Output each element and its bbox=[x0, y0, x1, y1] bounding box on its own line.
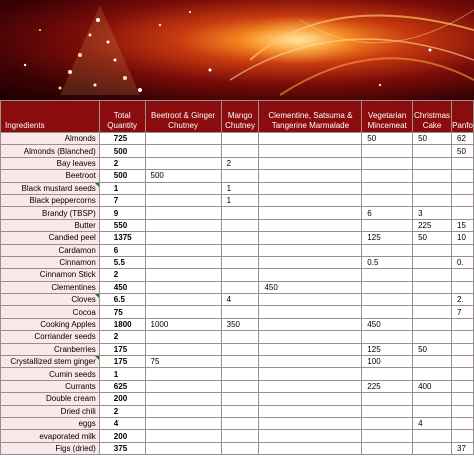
ingredient-label: Figs (dried) bbox=[55, 443, 96, 453]
vegetarian-mincemeat-cell[interactable] bbox=[362, 219, 413, 231]
christmas-cake-cell[interactable] bbox=[413, 430, 452, 442]
ingredient-cell[interactable] bbox=[1, 170, 100, 182]
total-quantity-cell[interactable]: 4 bbox=[99, 417, 145, 429]
panforte-cell[interactable]: 37 bbox=[452, 442, 474, 454]
table-row bbox=[1, 133, 474, 145]
christmas-cake-cell[interactable] bbox=[413, 182, 452, 194]
beetroot-ginger-chutney-cell[interactable] bbox=[145, 256, 221, 268]
ingredient-label: Currants bbox=[65, 382, 96, 391]
panforte-cell[interactable] bbox=[452, 430, 474, 442]
beetroot-ginger-chutney-cell[interactable] bbox=[145, 133, 221, 145]
ingredient-label: Cloves bbox=[71, 295, 96, 305]
beetroot-ginger-chutney-cell[interactable] bbox=[145, 157, 221, 169]
marmalade-cell[interactable] bbox=[259, 232, 362, 244]
ingredient-label: Dried chili bbox=[60, 406, 96, 416]
mango-chutney-cell[interactable] bbox=[221, 281, 259, 293]
ingredient-label: Brandy (TBSP) bbox=[42, 208, 96, 218]
vegetarian-mincemeat-cell[interactable]: 125 bbox=[362, 343, 413, 355]
mango-chutney-cell[interactable] bbox=[221, 232, 259, 244]
ingredient-label: Beetroot bbox=[65, 171, 96, 181]
panforte-cell[interactable] bbox=[452, 244, 474, 256]
panforte-cell[interactable] bbox=[452, 182, 474, 194]
total-quantity-cell[interactable]: 7 bbox=[99, 194, 145, 206]
vegetarian-mincemeat-cell[interactable]: 125 bbox=[362, 232, 413, 244]
panforte-cell[interactable]: 15 bbox=[452, 219, 474, 231]
total-quantity-cell[interactable]: 625 bbox=[99, 380, 145, 392]
ingredient-cell[interactable] bbox=[1, 294, 100, 306]
table-row bbox=[1, 417, 474, 429]
vegetarian-mincemeat-cell[interactable]: 450 bbox=[362, 318, 413, 330]
vegetarian-mincemeat-cell[interactable] bbox=[362, 182, 413, 194]
marmalade-cell[interactable] bbox=[259, 380, 362, 392]
ingredient-label: Cocoa bbox=[72, 307, 96, 317]
vegetarian-mincemeat-cell[interactable] bbox=[362, 430, 413, 442]
column-header-total-quantity[interactable]: Total Quantity bbox=[99, 101, 145, 133]
panforte-cell[interactable] bbox=[452, 281, 474, 293]
panforte-cell[interactable] bbox=[452, 380, 474, 392]
ingredient-cell[interactable] bbox=[1, 157, 100, 169]
marmalade-cell[interactable] bbox=[259, 294, 362, 306]
beetroot-ginger-chutney-cell[interactable] bbox=[145, 219, 221, 231]
vegetarian-mincemeat-cell[interactable] bbox=[362, 442, 413, 454]
ingredient-label: Cinnamon bbox=[59, 258, 96, 268]
panforte-cell[interactable]: 50 bbox=[452, 145, 474, 157]
vegetarian-mincemeat-cell[interactable] bbox=[362, 368, 413, 380]
ingredient-cell[interactable] bbox=[1, 368, 100, 380]
ingredient-cell[interactable] bbox=[1, 207, 100, 219]
ingredient-cell[interactable] bbox=[1, 182, 100, 194]
panforte-cell[interactable] bbox=[452, 343, 474, 355]
beetroot-ginger-chutney-cell[interactable] bbox=[145, 343, 221, 355]
beetroot-ginger-chutney-cell[interactable] bbox=[145, 405, 221, 417]
vegetarian-mincemeat-cell[interactable]: 6 bbox=[362, 207, 413, 219]
mango-chutney-cell[interactable] bbox=[221, 380, 259, 392]
marmalade-cell[interactable] bbox=[259, 356, 362, 368]
vegetarian-mincemeat-cell[interactable] bbox=[362, 331, 413, 343]
ingredient-label: Almonds (Blanched) bbox=[23, 146, 96, 156]
ingredient-cell[interactable] bbox=[1, 356, 100, 368]
table-row bbox=[1, 207, 474, 219]
table-row bbox=[1, 244, 474, 256]
mango-chutney-cell[interactable] bbox=[221, 331, 259, 343]
ingredient-cell[interactable] bbox=[1, 244, 100, 256]
vegetarian-mincemeat-cell[interactable] bbox=[362, 170, 413, 182]
comment-indicator-icon[interactable] bbox=[95, 183, 99, 187]
total-quantity-cell[interactable]: 1 bbox=[99, 182, 145, 194]
ingredient-label: Cooking Apples bbox=[40, 320, 96, 330]
panforte-cell[interactable] bbox=[452, 331, 474, 343]
table-row bbox=[1, 393, 474, 405]
mango-chutney-cell[interactable] bbox=[221, 393, 259, 405]
total-quantity-cell[interactable]: 1 bbox=[99, 368, 145, 380]
column-header-mango-chutney[interactable]: Mango Chutney bbox=[221, 101, 259, 133]
christmas-cake-cell[interactable]: 3 bbox=[413, 207, 452, 219]
ingredient-label: Butter bbox=[74, 220, 96, 230]
beetroot-ginger-chutney-cell[interactable] bbox=[145, 145, 221, 157]
ingredient-label: Cinnamon Stick bbox=[39, 270, 96, 280]
table-row bbox=[1, 256, 474, 268]
christmas-cake-cell[interactable] bbox=[413, 306, 452, 318]
total-quantity-cell[interactable]: 2 bbox=[99, 331, 145, 343]
beetroot-ginger-chutney-cell[interactable] bbox=[145, 232, 221, 244]
total-quantity-cell[interactable]: 2 bbox=[99, 269, 145, 281]
mango-chutney-cell[interactable] bbox=[221, 417, 259, 429]
christmas-cake-cell[interactable] bbox=[413, 269, 452, 281]
mango-chutney-cell[interactable]: 1 bbox=[221, 182, 259, 194]
total-quantity-cell[interactable]: 1800 bbox=[99, 318, 145, 330]
beetroot-ginger-chutney-cell[interactable] bbox=[145, 380, 221, 392]
ingredient-label: Clementines bbox=[51, 282, 96, 292]
mango-chutney-cell[interactable] bbox=[221, 442, 259, 454]
total-quantity-cell[interactable]: 9 bbox=[99, 207, 145, 219]
ingredient-cell[interactable] bbox=[1, 380, 100, 392]
total-quantity-cell[interactable]: 2 bbox=[99, 157, 145, 169]
total-quantity-cell[interactable]: 725 bbox=[99, 133, 145, 145]
panforte-cell[interactable] bbox=[452, 157, 474, 169]
total-quantity-cell[interactable]: 200 bbox=[99, 393, 145, 405]
marmalade-cell[interactable] bbox=[259, 207, 362, 219]
ingredient-label: Bay leaves bbox=[56, 158, 96, 168]
vegetarian-mincemeat-cell[interactable] bbox=[362, 393, 413, 405]
comment-indicator-icon[interactable] bbox=[95, 356, 99, 360]
ingredient-label: Corriander seeds bbox=[34, 332, 96, 342]
table-row bbox=[1, 182, 474, 194]
panforte-cell[interactable] bbox=[452, 417, 474, 429]
mango-chutney-cell[interactable] bbox=[221, 244, 259, 256]
christmas-cake-cell[interactable] bbox=[413, 244, 452, 256]
christmas-cake-cell[interactable] bbox=[413, 170, 452, 182]
table-row bbox=[1, 331, 474, 343]
table-row bbox=[1, 294, 474, 306]
table-row bbox=[1, 318, 474, 330]
ingredient-cell[interactable] bbox=[1, 306, 100, 318]
beetroot-ginger-chutney-cell[interactable]: 75 bbox=[145, 356, 221, 368]
table-row bbox=[1, 380, 474, 392]
ingredient-cell[interactable] bbox=[1, 318, 100, 330]
panforte-cell[interactable] bbox=[452, 405, 474, 417]
mango-chutney-cell[interactable] bbox=[221, 343, 259, 355]
marmalade-cell[interactable] bbox=[259, 306, 362, 318]
ingredient-cell[interactable] bbox=[1, 331, 100, 343]
ingredient-cell[interactable] bbox=[1, 194, 100, 206]
ingredients-spreadsheet bbox=[0, 100, 474, 455]
marmalade-cell[interactable] bbox=[259, 157, 362, 169]
mango-chutney-cell[interactable]: 4 bbox=[221, 294, 259, 306]
total-quantity-cell[interactable]: 375 bbox=[99, 442, 145, 454]
beetroot-ginger-chutney-cell[interactable]: 500 bbox=[145, 170, 221, 182]
beetroot-ginger-chutney-cell[interactable] bbox=[145, 306, 221, 318]
beetroot-ginger-chutney-cell[interactable] bbox=[145, 294, 221, 306]
total-quantity-cell[interactable]: 1375 bbox=[99, 232, 145, 244]
vegetarian-mincemeat-cell[interactable] bbox=[362, 294, 413, 306]
mango-chutney-cell[interactable] bbox=[221, 145, 259, 157]
ingredient-cell[interactable] bbox=[1, 281, 100, 293]
ingredient-label: Cumin seeds bbox=[49, 369, 96, 379]
total-quantity-cell[interactable]: 200 bbox=[99, 430, 145, 442]
beetroot-ginger-chutney-cell[interactable] bbox=[145, 393, 221, 405]
panforte-cell[interactable] bbox=[452, 207, 474, 219]
christmas-cake-cell[interactable]: 225 bbox=[413, 219, 452, 231]
total-quantity-cell[interactable]: 6.5 bbox=[99, 294, 145, 306]
panforte-cell[interactable] bbox=[452, 269, 474, 281]
ingredient-label: Black peppercorns bbox=[29, 196, 96, 206]
christmas-cake-cell[interactable]: 50 bbox=[413, 232, 452, 244]
marmalade-cell[interactable] bbox=[259, 269, 362, 281]
total-quantity-cell[interactable]: 500 bbox=[99, 145, 145, 157]
christmas-cake-cell[interactable] bbox=[413, 405, 452, 417]
vegetarian-mincemeat-cell[interactable] bbox=[362, 417, 413, 429]
christmas-cake-cell[interactable]: 50 bbox=[413, 133, 452, 145]
panforte-cell[interactable]: 2. bbox=[452, 294, 474, 306]
beetroot-ginger-chutney-cell[interactable] bbox=[145, 417, 221, 429]
marmalade-cell[interactable] bbox=[259, 170, 362, 182]
panforte-cell[interactable]: 10 bbox=[452, 232, 474, 244]
christmas-cake-cell[interactable] bbox=[413, 294, 452, 306]
ingredient-cell[interactable] bbox=[1, 442, 100, 454]
christmas-cake-cell[interactable] bbox=[413, 256, 452, 268]
panforte-cell[interactable] bbox=[452, 170, 474, 182]
panforte-cell[interactable] bbox=[452, 194, 474, 206]
marmalade-cell[interactable] bbox=[259, 133, 362, 145]
marmalade-cell[interactable] bbox=[259, 145, 362, 157]
marmalade-cell[interactable] bbox=[259, 405, 362, 417]
mango-chutney-cell[interactable]: 350 bbox=[221, 318, 259, 330]
vegetarian-mincemeat-cell[interactable]: 225 bbox=[362, 380, 413, 392]
christmas-banner-image bbox=[0, 0, 474, 100]
panforte-cell[interactable] bbox=[452, 368, 474, 380]
beetroot-ginger-chutney-cell[interactable] bbox=[145, 207, 221, 219]
beetroot-ginger-chutney-cell[interactable] bbox=[145, 182, 221, 194]
mango-chutney-cell[interactable] bbox=[221, 306, 259, 318]
marmalade-cell[interactable] bbox=[259, 430, 362, 442]
marmalade-cell[interactable] bbox=[259, 331, 362, 343]
vegetarian-mincemeat-cell[interactable]: 100 bbox=[362, 356, 413, 368]
ingredient-cell[interactable] bbox=[1, 133, 100, 145]
christmas-cake-cell[interactable] bbox=[413, 281, 452, 293]
vegetarian-mincemeat-cell[interactable] bbox=[362, 157, 413, 169]
beetroot-ginger-chutney-cell[interactable] bbox=[145, 281, 221, 293]
ingredient-label: Cranberries bbox=[54, 344, 96, 354]
christmas-cake-cell[interactable] bbox=[413, 442, 452, 454]
mango-chutney-cell[interactable]: 2 bbox=[221, 157, 259, 169]
vegetarian-mincemeat-cell[interactable] bbox=[362, 281, 413, 293]
mango-chutney-cell[interactable] bbox=[221, 256, 259, 268]
table-row bbox=[1, 269, 474, 281]
table-row bbox=[1, 170, 474, 182]
table-row bbox=[1, 430, 474, 442]
mango-chutney-cell[interactable] bbox=[221, 133, 259, 145]
christmas-cake-cell[interactable] bbox=[413, 145, 452, 157]
total-quantity-cell[interactable]: 75 bbox=[99, 306, 145, 318]
comment-indicator-icon[interactable] bbox=[95, 294, 99, 298]
ingredient-label: Almonds bbox=[64, 134, 96, 144]
column-header-panforte[interactable]: Panfo bbox=[452, 101, 474, 133]
total-quantity-cell[interactable]: 450 bbox=[99, 281, 145, 293]
panforte-cell[interactable] bbox=[452, 356, 474, 368]
beetroot-ginger-chutney-cell[interactable] bbox=[145, 331, 221, 343]
mango-chutney-cell[interactable] bbox=[221, 430, 259, 442]
beetroot-ginger-chutney-cell[interactable] bbox=[145, 244, 221, 256]
header-row bbox=[1, 101, 474, 133]
christmas-cake-cell[interactable] bbox=[413, 356, 452, 368]
ingredient-label: eggs bbox=[78, 419, 96, 429]
beetroot-ginger-chutney-cell[interactable] bbox=[145, 368, 221, 380]
vegetarian-mincemeat-cell[interactable] bbox=[362, 194, 413, 206]
ingredient-cell[interactable] bbox=[1, 393, 100, 405]
ingredient-label: Candied peel bbox=[48, 233, 96, 243]
mango-chutney-cell[interactable]: 1 bbox=[221, 194, 259, 206]
christmas-cake-cell[interactable]: 4 bbox=[413, 417, 452, 429]
beetroot-ginger-chutney-cell[interactable] bbox=[145, 269, 221, 281]
ingredient-cell[interactable] bbox=[1, 232, 100, 244]
beetroot-ginger-chutney-cell[interactable] bbox=[145, 430, 221, 442]
total-quantity-cell[interactable]: 175 bbox=[99, 356, 145, 368]
panforte-cell[interactable]: 62 bbox=[452, 133, 474, 145]
table-row bbox=[1, 368, 474, 380]
mango-chutney-cell[interactable] bbox=[221, 368, 259, 380]
vegetarian-mincemeat-cell[interactable] bbox=[362, 145, 413, 157]
total-quantity-cell[interactable]: 2 bbox=[99, 405, 145, 417]
table-row bbox=[1, 306, 474, 318]
christmas-cake-cell[interactable] bbox=[413, 318, 452, 330]
marmalade-cell[interactable] bbox=[259, 442, 362, 454]
panforte-cell[interactable] bbox=[452, 318, 474, 330]
beetroot-ginger-chutney-cell[interactable] bbox=[145, 194, 221, 206]
panforte-cell[interactable]: 7 bbox=[452, 306, 474, 318]
ingredient-cell[interactable] bbox=[1, 269, 100, 281]
table-row bbox=[1, 194, 474, 206]
vegetarian-mincemeat-cell[interactable]: 50 bbox=[362, 133, 413, 145]
vegetarian-mincemeat-cell[interactable] bbox=[362, 405, 413, 417]
column-header-vegetarian-mincemeat[interactable]: Vegetarian Mincemeat bbox=[362, 101, 413, 133]
christmas-cake-cell[interactable] bbox=[413, 194, 452, 206]
vegetarian-mincemeat-cell[interactable]: 0.5 bbox=[362, 256, 413, 268]
marmalade-cell[interactable] bbox=[259, 244, 362, 256]
mango-chutney-cell[interactable] bbox=[221, 219, 259, 231]
christmas-cake-cell[interactable] bbox=[413, 393, 452, 405]
total-quantity-cell[interactable]: 500 bbox=[99, 170, 145, 182]
column-header-ingredients[interactable]: Ingredients bbox=[1, 101, 100, 133]
total-quantity-cell[interactable]: 6 bbox=[99, 244, 145, 256]
panforte-cell[interactable]: 0. bbox=[452, 256, 474, 268]
ingredient-cell[interactable] bbox=[1, 343, 100, 355]
total-quantity-cell[interactable]: 550 bbox=[99, 219, 145, 231]
vegetarian-mincemeat-cell[interactable] bbox=[362, 269, 413, 281]
mango-chutney-cell[interactable] bbox=[221, 405, 259, 417]
sparkle-decoration bbox=[0, 0, 474, 100]
ingredient-cell[interactable] bbox=[1, 256, 100, 268]
column-header-christmas-cake[interactable]: Christmas Cake bbox=[413, 101, 452, 133]
christmas-cake-cell[interactable] bbox=[413, 331, 452, 343]
marmalade-cell[interactable] bbox=[259, 343, 362, 355]
ingredient-cell[interactable] bbox=[1, 430, 100, 442]
mango-chutney-cell[interactable] bbox=[221, 269, 259, 281]
column-header-beetroot-ginger-chutney[interactable]: Beetroot & Ginger Chutney bbox=[145, 101, 221, 133]
vegetarian-mincemeat-cell[interactable] bbox=[362, 244, 413, 256]
ingredient-label: Black mustard seeds bbox=[21, 183, 96, 193]
table-row bbox=[1, 145, 474, 157]
christmas-cake-cell[interactable] bbox=[413, 368, 452, 380]
table-row bbox=[1, 442, 474, 454]
table-row bbox=[1, 343, 474, 355]
table-row bbox=[1, 232, 474, 244]
beetroot-ginger-chutney-cell[interactable] bbox=[145, 442, 221, 454]
ingredient-cell[interactable] bbox=[1, 145, 100, 157]
marmalade-cell[interactable] bbox=[259, 417, 362, 429]
christmas-cake-cell[interactable]: 400 bbox=[413, 380, 452, 392]
mango-chutney-cell[interactable] bbox=[221, 170, 259, 182]
marmalade-cell[interactable] bbox=[259, 194, 362, 206]
ingredient-cell[interactable] bbox=[1, 405, 100, 417]
total-quantity-cell[interactable]: 175 bbox=[99, 343, 145, 355]
marmalade-cell[interactable]: 450 bbox=[259, 281, 362, 293]
mango-chutney-cell[interactable] bbox=[221, 207, 259, 219]
ingredient-label: Double cream bbox=[45, 394, 96, 404]
marmalade-cell[interactable] bbox=[259, 256, 362, 268]
marmalade-cell[interactable] bbox=[259, 219, 362, 231]
marmalade-cell[interactable] bbox=[259, 368, 362, 380]
table-row bbox=[1, 219, 474, 231]
table-row bbox=[1, 405, 474, 417]
christmas-cake-cell[interactable]: 50 bbox=[413, 343, 452, 355]
ingredient-label: Crystallized stem ginger bbox=[10, 357, 96, 367]
beetroot-ginger-chutney-cell[interactable]: 1000 bbox=[145, 318, 221, 330]
christmas-cake-cell[interactable] bbox=[413, 157, 452, 169]
marmalade-cell[interactable] bbox=[259, 318, 362, 330]
ingredient-label: evaporated milk bbox=[39, 431, 96, 441]
mango-chutney-cell[interactable] bbox=[221, 356, 259, 368]
column-header-marmalade[interactable]: Clementine, Satsuma & Tangerine Marmalade bbox=[259, 101, 362, 133]
table-row bbox=[1, 281, 474, 293]
total-quantity-cell[interactable]: 5.5 bbox=[99, 256, 145, 268]
ingredient-cell[interactable] bbox=[1, 417, 100, 429]
marmalade-cell[interactable] bbox=[259, 393, 362, 405]
marmalade-cell[interactable] bbox=[259, 182, 362, 194]
table-row bbox=[1, 157, 474, 169]
panforte-cell[interactable] bbox=[452, 393, 474, 405]
table-row bbox=[1, 356, 474, 368]
ingredient-cell[interactable] bbox=[1, 219, 100, 231]
vegetarian-mincemeat-cell[interactable] bbox=[362, 306, 413, 318]
ingredient-label: Cardamon bbox=[58, 245, 96, 255]
